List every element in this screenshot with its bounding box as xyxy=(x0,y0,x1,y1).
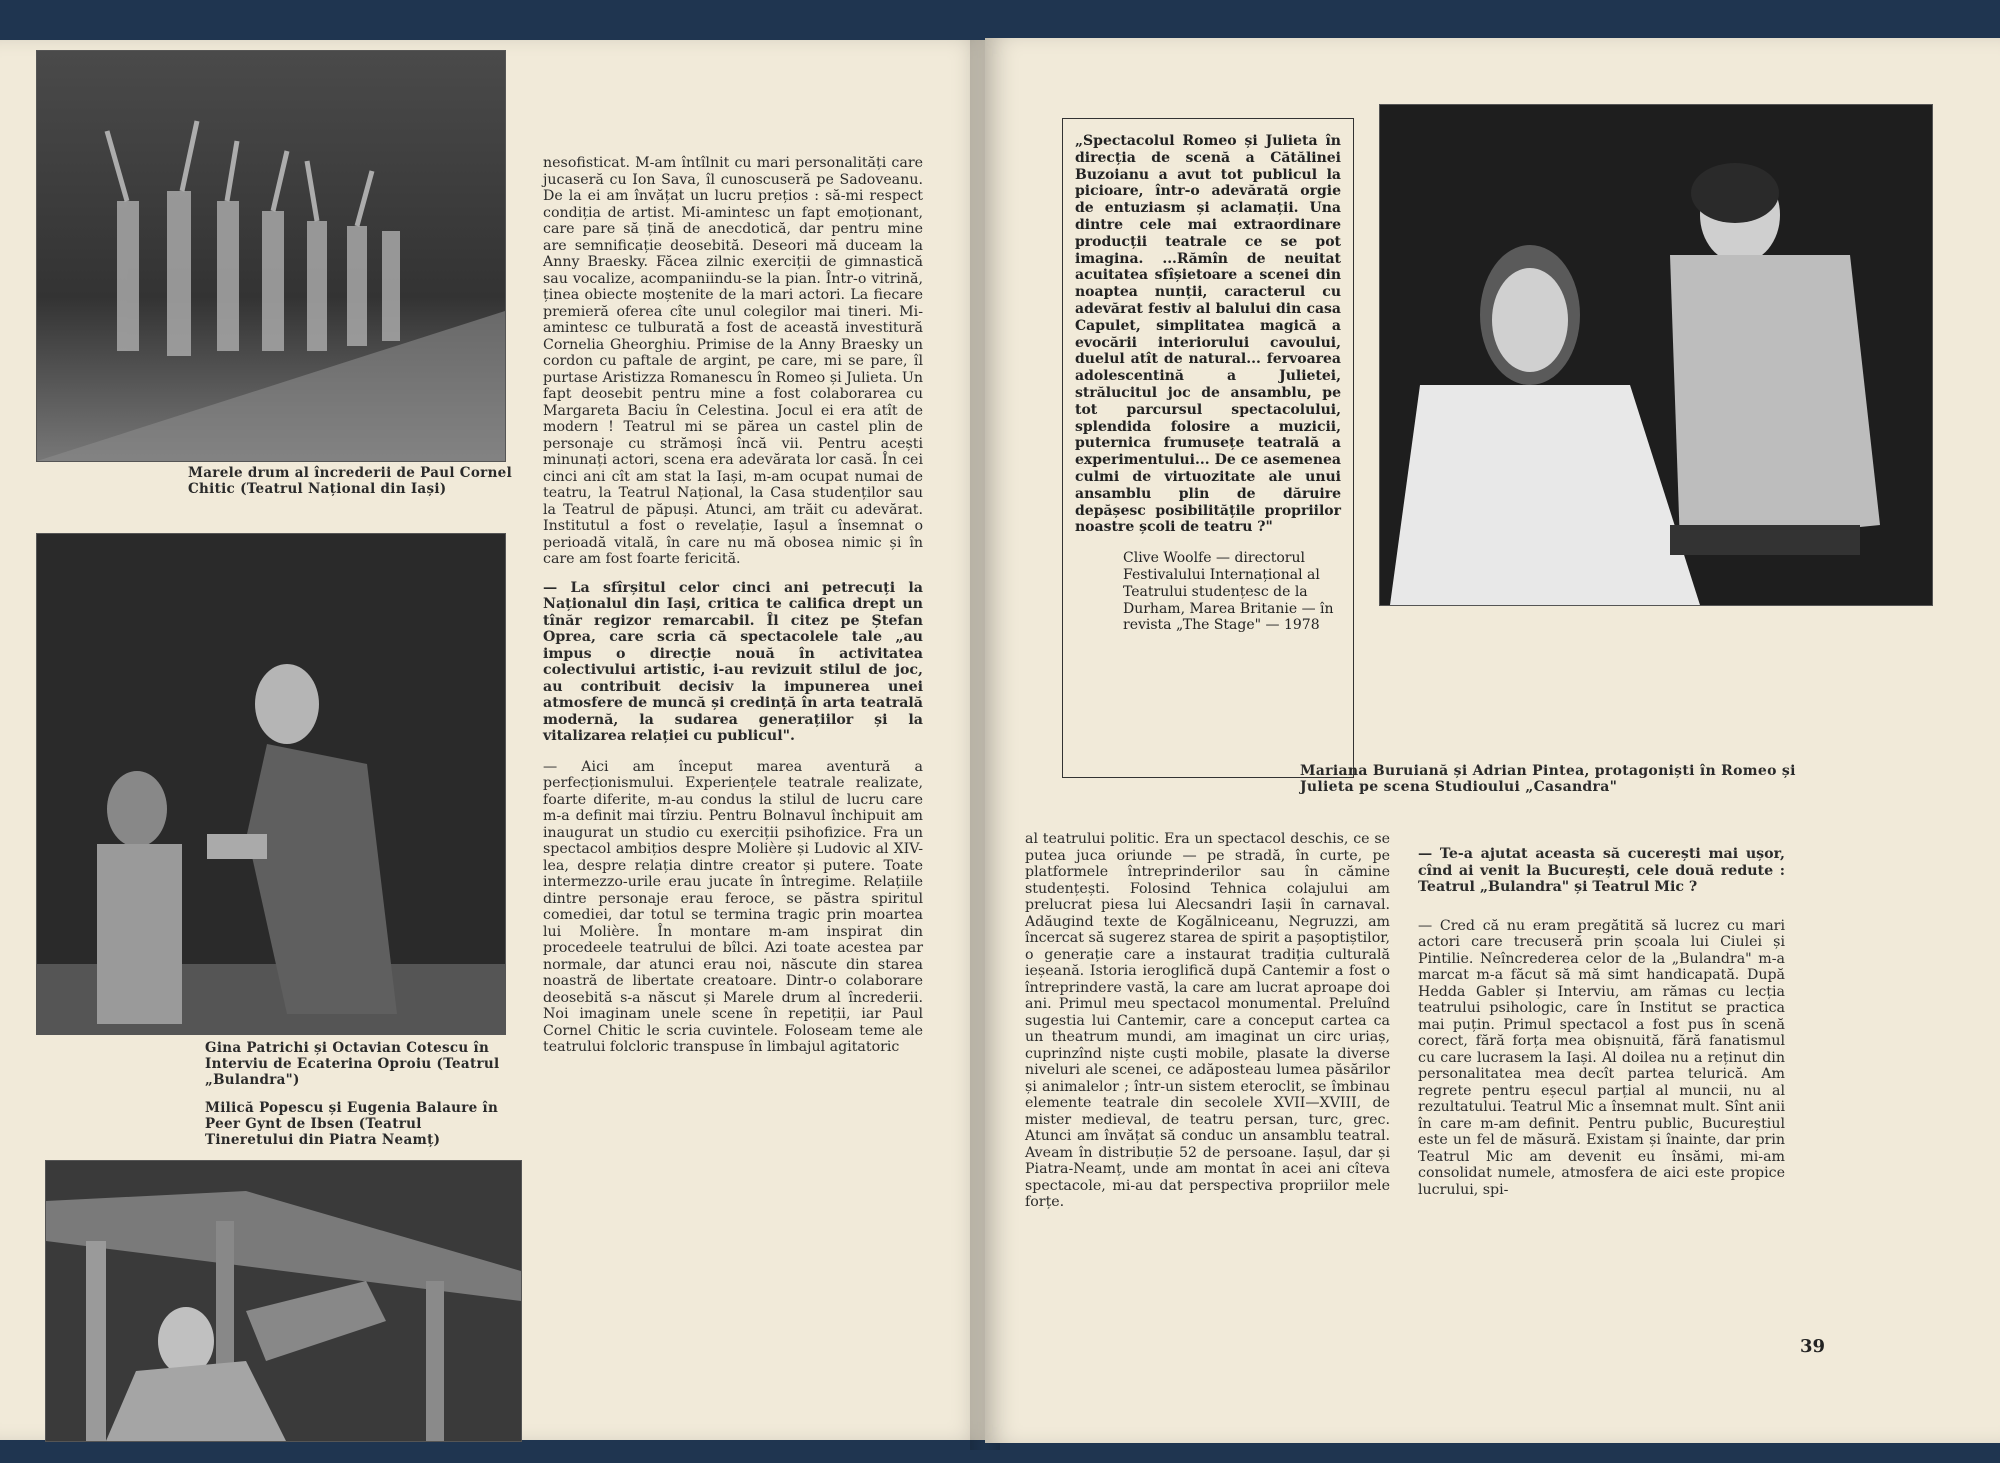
right-text-column-2 xyxy=(1418,846,1785,1208)
quote-source: Clive Woolfe — directorul Festivalului Internațional al Teatrului studențesc de la Durham, Marea Britanie — în revista „The Stage" — 1978 xyxy=(1123,550,1334,634)
left-text-column xyxy=(543,155,923,1066)
review-quote: „Spectacolul Romeo și Julieta în direcția de scenă a Cătălinei Buzoianu a avut tot publicul la picioare, într-o adevărată orgie de entuziasm și aclamații. Una dintre cele mai extraordinare producții teatrale ce se pot imagina. ...Rămîn de neuitat acuitatea sfîșietoare a scenei din noaptea nunții, caracterul cu adevărat festiv al balului din casa Capulet, simplitatea magică a evocării interiorului cavoului, duelul atît de natural... fervoarea adolescentină a Julietei, strălucitul joc de ansamblu, pe tot parcursul spectacolului, splendida folosire a muzicii, puternica frumusețe teatrală a experimentului... De ce asemenea culmi de virtuozitate ale unui ansamblu plin de dăruire depășesc posibilitățile propriilor noastre școli de teatru ?" xyxy=(1075,133,1341,536)
interview-question: — La sfîrșitul celor cinci ani petrecuți la Naționalul din Iași, critica te califica drept un tînăr regizor remarcabil. Îl citez pe Ștefan Oprea, care scria că spectacolele tale „au impus o direcție nouă în activitatea colectivului artistic, i-au revizuit stilul de joc, au contribuit decisiv la impunerea unei atmosfere de muncă și credință în arta teatrală modernă, la sudarea generațiilor și la vitalizarea relației cu publicul". xyxy=(543,579,923,744)
caption-marele-drum: Marele drum al încrederii de Paul Cornel Chitic (Teatrul Național din Iași) xyxy=(188,465,513,497)
paragraph: — Cred că nu eram pregătită să lucrez cu mari actori care trecuseră prin școala lui Ciulei și Pintilie. Neîncrederea celor de la „Bulandra" m-a marcat m-a făcut să mă simt handicapată. După Hedda Gabler și Interviu, am rămas cu lecția teatrului psihologic, care în Institut se practica mai puțin. Primul spectacol a fost pus în scenă corect, fără forța mea obișnuită, fără fanatismul cu care lucrasem la Iași. Al doilea nu a reținut din personalitatea mea decît partea telurică. Am regrete pentru eșecul parțial al muncii, nu al rezultatului. Teatrul Mic a însemnat mult. Sînt anii în care m-am definit. Pentru public, Bucureștiul este un fel de măsură. Existam și înainte, dar prin Teatrul Mic am devenit eu însămi, mi-am consolidat numele, atmosfera de aici este propice lucrului, spi- xyxy=(1418,917,1785,1198)
photo-marele-drum xyxy=(36,50,506,462)
photo-peer-gynt xyxy=(45,1160,522,1442)
quote-box xyxy=(1062,118,1354,778)
left-page xyxy=(0,40,985,1440)
photo-romeo-julieta xyxy=(1379,104,1933,606)
caption-peer-gynt: Milică Popescu și Eugenia Balaure în Peer Gynt de Ibsen (Teatrul Tineretului din Piatra Neamț) xyxy=(205,1100,499,1148)
paragraph: nesofisticat. M-am întîlnit cu mari personalități care jucaseră cu Ion Sava, îl cunoscuseră pe Sadoveanu. De la ei am învățat un lucru prețios : să-mi respect condiția de artist. Mi-amintesc un fapt emoționant, care pare să țină de anecdotică, dar pentru mine are semnificație deosebită. Deseori mă duceam la Anny Braesky. Făcea zilnic exerciții de gimnastică sau vocalize, acompaniindu-se la pian. Într-o vitrină, ținea obiecte moștenite de la mari actori. La fiecare premieră oferea cîte unul colegilor mai tineri. Mi-amintesc ce tulburată a fost de această investitură Cornelia Gheorghiu. Primise de la Anny Braesky un cordon cu paftale de argint, pe care, mi se pare, îl purtase Aristizza Romanescu în Romeo și Julieta. Un fapt deosebit pentru mine a fost colaborarea cu Margareta Baciu în Celestina. Jocul ei era atît de modern ! Teatrul mi se părea un castel plin de personaje cu strămoși încă vii. Pentru acești minunați actori, scena era adevărata lor casă. În cei cinci ani cît am stat la Iași, m-am ocupat numai de teatru, la Teatrul Național, la Casa studenților sau la Teatrul de păpuși. Atunci, am trăit cu adevărat. Institutul a fost o revelație, Iașul a însemnat o perioadă vitală, în care nu mă obosea nimic și în care am fost foarte fericită. xyxy=(543,155,923,567)
right-text-column-1 xyxy=(1025,831,1390,1221)
interview-question: — Te-a ajutat aceasta să cucerești mai ușor, cînd ai venit la București, cele două redute : Teatrul „Bulandra" și Teatrul Mic ? xyxy=(1418,846,1785,895)
caption-romeo-julieta: Mariana Buruiană și Adrian Pintea, protagoniști în Romeo și Julieta pe scena Studioului „Casandra" xyxy=(1300,763,1796,795)
paragraph: al teatrului politic. Era un spectacol deschis, ce se putea juca oriunde — pe stradă, în curte, pe platformele întreprinderilor sau în cămine studențești. Folosind Tehnica colajului am prelucrat piesa lui Alecsandri Iașii în carnaval. Adăugind texte de Kogălniceanu, Negruzzi, am încercat să sugerez starea de spirit a pașoptiștilor, o generație care a instaurat tradiția culturală ieșeană. Istoria ieroglifică după Cantemir a fost o întreprindere vastă, la care am lucrat aproape doi ani. Primul meu spectacol monumental. Preluînd sugestia lui Cantemir, care a conceput cartea ca un theatrum mundi, am imaginat un circ uriaș, cuprinzînd niște cuști mobile, plasate la diverse niveluri ale scenei, ce adăposteau lumea păsărilor și animalelor ; într-un sistem eteroclit, se îmbinau elemente teatrale din secolele XVII—XVIII, de mister medieval, de teatru persan, turc, grec. Atunci am învățat să conduc un ansamblu teatral. Aveam în distribuție 52 de persoane. Iașul, dar și Piatra-Neamț, unde am montat în acei ani cîteva spectacole, mi-au dat perspectiva propriilor mele forțe. xyxy=(1025,831,1390,1210)
page-number: 39 xyxy=(1800,1336,1826,1357)
caption-interviu: Gina Patrichi și Octavian Cotescu în Interviu de Ecaterina Oproiu (Teatrul „Bulandra") xyxy=(205,1040,500,1088)
right-page xyxy=(985,38,2000,1443)
paragraph: — Aici am început marea aventură a perfecționismului. Experiențele teatrale realizate, foarte diferite, m-au condus la stilul de lucru care m-a definit mai tîrziu. Pentru Bolnavul închipuit am inaugurat un studio cu exerciții psihofizice. Fra un spectacol ambițios despre Molière și Ludovic al XIV-lea, despre relația dintre creator și putere. Toate intermezzo-urile erau jucate în întregime. Relațiile dintre personaje erau feroce, se păstra spiritul comediei, dar totul se termina tragic prin moartea lui Molière. În montare m-am inspirat din procedeele teatrului de bîlci. Azi toate acestea par normale, dar atunci erau noi, născute din starea noastră de libertate creatoare. Dintr-o colaborare deosebită s-a născut și Marele drum al încrederii. Noi imaginam unele scene în repetiții, iar Paul Cornel Chitic le scria cuvintele. Foloseam teme ale teatrului folcloric transpuse în limbajul agitatoric xyxy=(543,758,923,1055)
photo-interviu xyxy=(36,533,506,1035)
